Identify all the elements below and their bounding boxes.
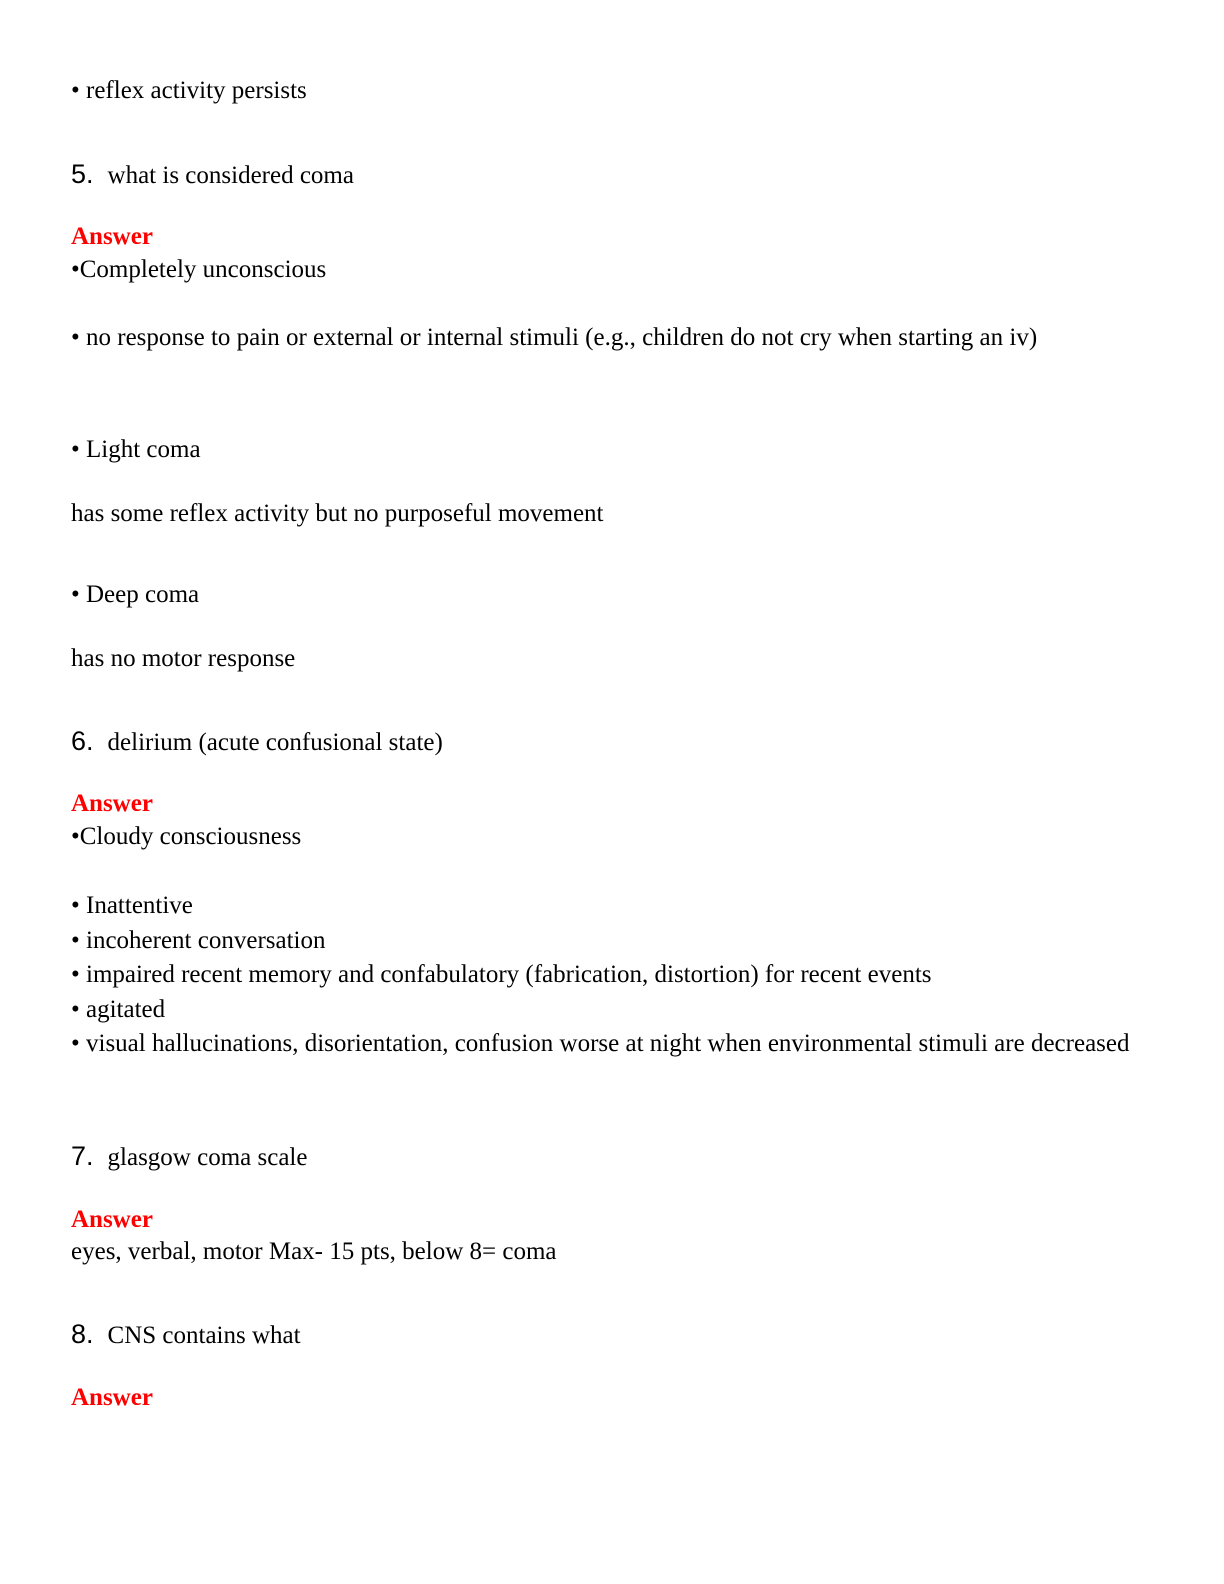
question-text: what is considered coma [107,162,354,189]
answer-line: • agitated [71,996,166,1023]
question-8 [71,1319,1134,1351]
answer-label: Answer [71,1384,153,1411]
question-number: 6. [71,726,94,756]
answer-line: • visual hallucinations, disorientation, confusion worse at night when environmental stimuli are decreased [71,1030,1130,1057]
question-text: glasgow coma scale [107,1144,308,1171]
answer-line: • Inattentive [71,892,193,919]
answer-label: Answer [71,790,153,817]
question-number: 5. [71,159,94,189]
bullet-reflex-activity: • reflex activity persists [71,77,307,104]
question-5 [71,159,1134,191]
answer-line: has no motor response [71,645,296,672]
answer-line: has some reflex activity but no purposeful movement [71,500,604,527]
answer-line: • Light coma [71,436,201,463]
answer-line: •Cloudy consciousness [71,823,302,850]
answer-line: • incoherent conversation [71,927,326,954]
answer-label: Answer [71,1206,153,1233]
question-number: 7. [71,1141,94,1171]
question-text: delirium (acute confusional state) [107,729,443,756]
question-6 [71,726,1134,758]
question-7 [71,1141,1134,1173]
answer-label: Answer [71,223,153,250]
answer-line: • impaired recent memory and confabulatory (fabrication, distortion) for recent events [71,961,932,988]
answer-line: • Deep coma [71,581,200,608]
answer-line: •Completely unconscious [71,256,327,283]
question-number: 8. [71,1319,94,1349]
answer-line: • no response to pain or external or internal stimuli (e.g., children do not cry when starting an iv) [71,324,1038,351]
question-text: CNS contains what [107,1322,301,1349]
answer-line: eyes, verbal, motor Max- 15 pts, below 8= coma [71,1238,557,1265]
